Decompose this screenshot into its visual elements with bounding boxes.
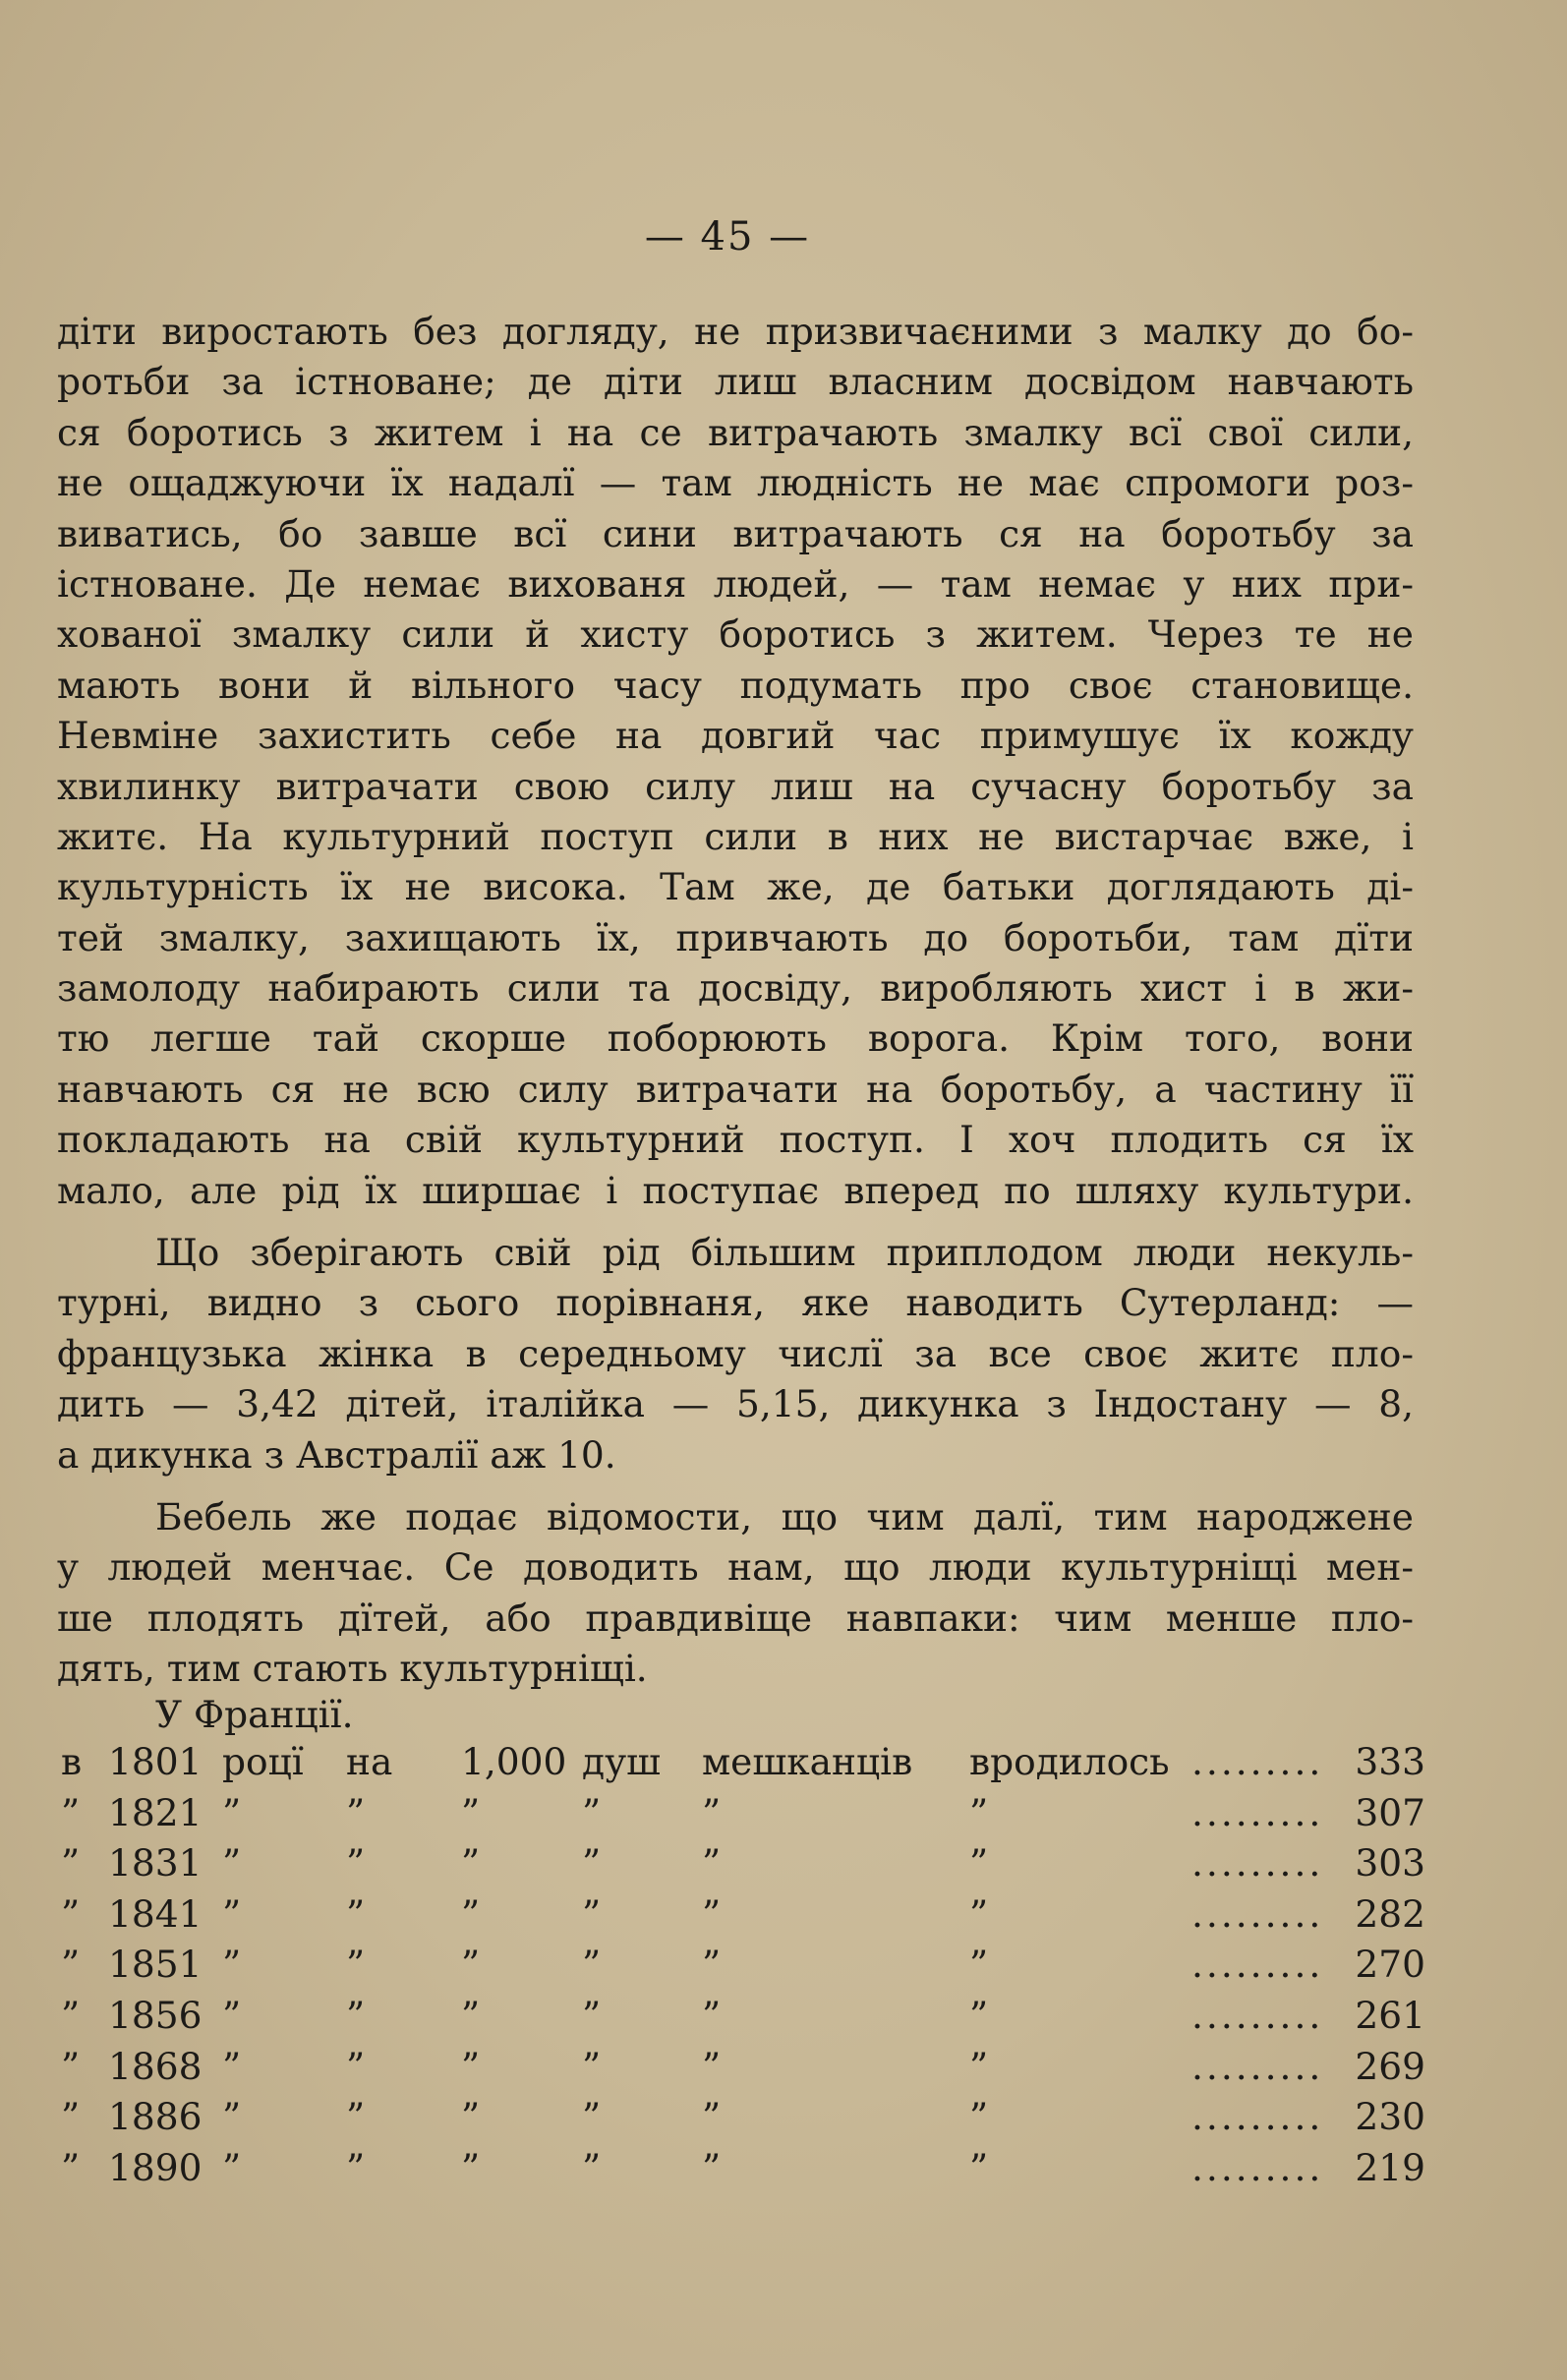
ditto-mark: ” [61,1891,81,1936]
text-line: ше плодять дїтей, або правдивіще навпаки: чим менше пло- [57,1596,1414,1640]
ditto-mark: ” [346,2145,366,2189]
text-line: Невміне захистить себе на довгий час примушує їх кожду [57,714,1414,758]
paragraph-2 [57,1228,1414,1480]
year-cell: 1856 [108,1993,203,2037]
text-line: тей змалку, захищають їх, привчають до боротьби, там дїти [57,915,1414,959]
ditto-mark: ” [346,1943,366,1987]
text-line: покладають на свій культурний поступ. І хоч плодить ся їх [57,1118,1414,1162]
text-line: замолоду набирають сили та досвіду, виробляють хист і в жи- [57,966,1414,1011]
ditto-mark: ” [702,2095,722,2139]
text-line: житє. На культурний поступ сили в них не вистарчає вже, і [57,814,1414,858]
value-cell: 261 [1355,1993,1425,2037]
ditto-mark: ” [461,1790,481,1834]
text-line: Бебель же подає відомости, що чим далї, тим народжене [155,1494,1414,1538]
year-cell: 1868 [108,2044,203,2088]
table-row [61,2045,1425,2096]
ditto-mark: ” [222,1841,242,1886]
ditto-mark: ” [969,1841,989,1886]
ditto-mark: ” [582,1943,602,1987]
table-row [61,2146,1425,2197]
ditto-mark: ” [461,1993,481,2037]
text-line: культурність їх не висока. Там же, де батьки доглядають ді- [57,865,1414,909]
ditto-mark: ” [346,2095,366,2139]
ditto-mark: ” [969,1790,989,1834]
ditto-mark: ” [969,1993,989,2037]
text-line: ся боротись з житем і на се витрачають змалку всї свої сили, [57,410,1414,454]
ditto-mark: ” [222,2095,242,2139]
text-line: мають вони й вільного часу подумать про своє становище. [57,663,1414,707]
ditto-mark: ” [702,1841,722,1886]
header-word: роцї [222,1740,304,1783]
ditto-mark: ” [969,1943,989,1987]
dot-leader: ......... [1191,1740,1324,1783]
value-cell: 282 [1355,1891,1425,1936]
header-word: вродилось [969,1740,1170,1783]
table-row [61,1943,1425,1994]
dot-leader: ......... [1191,2145,1324,2189]
header-word: мешканців [702,1740,913,1783]
text-line: Що зберігають свій рід більшим приплодом люди некуль- [155,1231,1414,1275]
text-line: тю легше тай скорше поборюють ворога. Крім того, вони [57,1016,1414,1061]
value-cell: 333 [1355,1740,1425,1783]
ditto-mark: ” [582,1891,602,1936]
text-line: хвилинку витрачати свою силу лиш на сучасну боротьбу за [57,764,1414,808]
ditto-mark: ” [346,1790,366,1834]
table-row [61,1892,1425,1944]
year-cell: 1890 [108,2145,203,2189]
ditto-mark: ” [461,2044,481,2088]
ditto-mark: ” [461,1891,481,1936]
row-prefix: в [61,1740,83,1783]
ditto-mark: ” [702,2145,722,2189]
ditto-mark: ” [582,2095,602,2139]
ditto-mark: ” [702,2044,722,2088]
table-heading: У Франції. [155,1693,354,1736]
dot-leader: ......... [1191,1790,1324,1834]
year-cell: 1841 [108,1891,203,1936]
text-line: дять, тим стають культурніщі. [57,1647,648,1691]
ditto-mark: ” [969,2044,989,2088]
ditto-mark: ” [582,2044,602,2088]
dot-leader: ......... [1191,1943,1324,1987]
ditto-mark: ” [582,1993,602,2037]
ditto-mark: ” [461,2145,481,2189]
ditto-mark: ” [61,2145,81,2189]
value-cell: 230 [1355,2095,1425,2139]
ditto-mark: ” [582,1841,602,1886]
text-line: виватись, бо завше всї сини витрачають ся на боротьбу за [57,511,1414,555]
ditto-mark: ” [61,1943,81,1987]
birth-rate-table [61,1740,1425,2196]
text-line: дить — 3,42 дітей, італійка — 5,15, дикунка з Індостану — 8, [57,1382,1414,1426]
value-cell: 219 [1355,2145,1425,2189]
ditto-mark: ” [969,1891,989,1936]
ditto-mark: ” [61,1993,81,2037]
page-number: — 45 — [644,214,811,260]
ditto-mark: ” [222,1943,242,1987]
text-line: французька жінка в середньому числї за все своє житє пло- [57,1331,1414,1375]
ditto-mark: ” [346,1841,366,1886]
ditto-mark: ” [222,1993,242,2037]
ditto-mark: ” [346,2044,366,2088]
ditto-mark: ” [461,1943,481,1987]
text-line: у людей менчає. Се доводить нам, що люди культурніщі мен- [57,1545,1414,1590]
text-line: турні, видно з сього порівнаня, яке наводить Сутерланд: — [57,1281,1414,1325]
text-line: ротьби за істноване; де діти лиш власним досвідом навчають [57,360,1414,404]
header-word: на [346,1740,393,1783]
text-line: хованої змалку сили й хисту боротись з житем. Через те не [57,612,1414,657]
ditto-mark: ” [582,1790,602,1834]
table-row [61,1841,1425,1892]
dot-leader: ......... [1191,2095,1324,2139]
ditto-mark: ” [702,1993,722,2037]
ditto-mark: ” [222,1790,242,1834]
ditto-mark: ” [222,1891,242,1936]
ditto-mark: ” [702,1943,722,1987]
dot-leader: ......... [1191,1993,1324,2037]
ditto-mark: ” [61,2095,81,2139]
dot-leader: ......... [1191,1891,1324,1936]
year-cell: 1821 [108,1790,203,1834]
header-word: 1,000 [461,1740,567,1783]
value-cell: 303 [1355,1841,1425,1886]
dot-leader: ......... [1191,1841,1324,1886]
year-cell: 1886 [108,2095,203,2139]
ditto-mark: ” [61,1790,81,1834]
header-word: душ [582,1740,662,1783]
text-line: а дикунка з Австралії аж 10. [57,1432,616,1477]
paragraph-1 [57,307,1414,1216]
year-cell: 1851 [108,1943,203,1987]
body-text [57,307,1414,1695]
table-row [61,2095,1425,2146]
year-cell: 1801 [108,1740,203,1783]
ditto-mark: ” [222,2044,242,2088]
ditto-mark: ” [61,1841,81,1886]
ditto-mark: ” [582,2145,602,2189]
ditto-mark: ” [346,1891,366,1936]
year-cell: 1831 [108,1841,203,1886]
ditto-mark: ” [969,2145,989,2189]
ditto-mark: ” [702,1790,722,1834]
value-cell: 269 [1355,2044,1425,2088]
value-cell: 270 [1355,1943,1425,1987]
ditto-mark: ” [61,2044,81,2088]
text-line: не ощаджуючи їх надалї — там людність не має спромоги роз- [57,461,1414,505]
text-line: мало, але рід їх ширшає і поступає вперед по шляху культури. [57,1168,1414,1212]
ditto-mark: ” [222,2145,242,2189]
dot-leader: ......... [1191,2044,1324,2088]
ditto-mark: ” [969,2095,989,2139]
text-line: істноване. Де немає вихованя людей, — там немає у них при- [57,561,1414,606]
ditto-mark: ” [346,1993,366,2037]
text-line: діти виростають без догляду, не призвичаєними з малку до бо- [57,310,1414,353]
paragraph-3 [57,1492,1414,1695]
ditto-mark: ” [461,2095,481,2139]
table-row [61,1994,1425,2045]
table-row [61,1791,1425,1842]
text-line: навчають ся не всю силу витрачати на боротьбу, а частину її [57,1067,1414,1111]
value-cell: 307 [1355,1790,1425,1834]
table-row [61,1740,1425,1791]
ditto-mark: ” [702,1891,722,1936]
ditto-mark: ” [461,1841,481,1886]
